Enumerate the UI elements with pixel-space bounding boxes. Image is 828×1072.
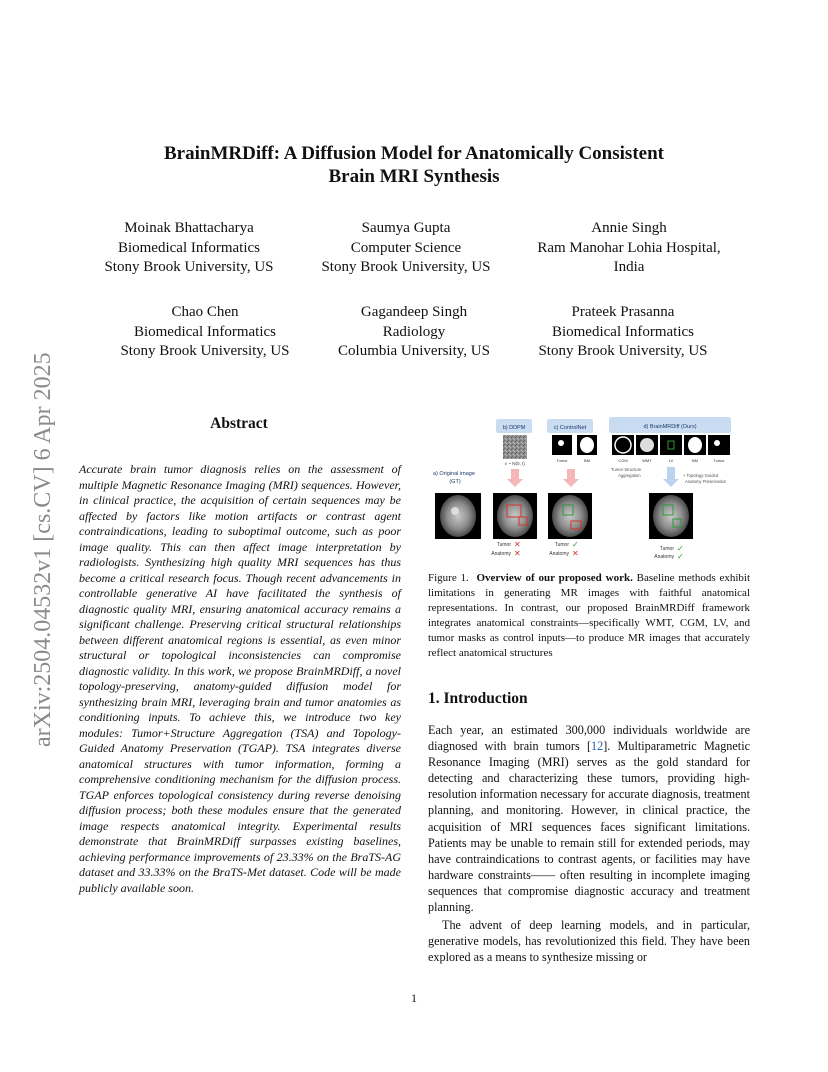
author-block xyxy=(294,303,534,362)
tumor-label: Tumor xyxy=(713,458,725,463)
controlnet-brain-scan xyxy=(552,495,588,537)
author-department: Biomedical Informatics xyxy=(133,323,277,340)
controlnet-brain-blob xyxy=(580,437,594,453)
brainmrdiff-tumor-result-label: Tumor xyxy=(659,546,674,552)
author-department: Biomedical Informatics xyxy=(551,323,695,340)
brainmrdiff-tumor-check-icon: ✓ xyxy=(677,544,684,553)
tgap-label-line-2: Anatomy Preservation xyxy=(685,479,727,484)
controlnet-anatomy-cross-icon: ✕ xyxy=(572,549,579,558)
ddpm-anatomy-cross-icon: ✕ xyxy=(514,549,521,558)
original-tumor-region xyxy=(451,507,459,515)
section-heading-introduction: 1. Introduction xyxy=(428,690,528,707)
author-name: Moinak Bhattacharya xyxy=(124,220,254,236)
author-block xyxy=(69,219,309,278)
author-name: Chao Chen xyxy=(171,304,239,320)
bm-label: BM xyxy=(692,458,698,463)
abstract-heading: Abstract xyxy=(210,415,268,432)
ddpm-tumor-cross-icon: ✕ xyxy=(514,540,521,549)
author-institution: Columbia University, US xyxy=(338,343,490,359)
intro-paragraph-1-text: ]. Multiparametric Magnetic Resonance Imaging (MRI) serves as the gold standard for detecting and characterizing these tumors, providing high-resolution information necessary for accurate diagnosis, treatment planning, and monitoring. However, in clinical practice, the acquisition of MRI sequences faces significant limitations. Patients may be unable to remain still for extended periods, may have contraindications to contrast agents, or facilities may have hardware constraints—— often resulting in incomplete imaging sequences that compromise diagnostic accuracy and treatment planning. xyxy=(428,739,750,915)
brainmrdiff-anatomy-check-icon: ✓ xyxy=(677,552,684,561)
brainmrdiff-label: d) BrainMRDiff (Ours) xyxy=(643,424,697,430)
paper-title xyxy=(100,142,728,188)
caption-text: Baseline methods exhibit limitations in generating MR images with faithful anatomical representations. In contrast, our proposed BrainMRDiff framework integrates anatomical constraints—specifically WMT, CGM, LV, and tumor masks as control inputs—to produce MR images that accurately reflect anatomical structures xyxy=(428,572,751,659)
controlnet-label: c) ControlNet xyxy=(553,425,587,431)
controlnet-anatomy-result-label: Anatomy xyxy=(549,551,569,557)
paper-title-line-1: BrainMRDiff: A Diffusion Model for Anatomically Consistent xyxy=(164,143,664,164)
brainmrdiff-anatomy-result-label: Anatomy xyxy=(654,554,674,560)
author-institution: India xyxy=(613,259,645,275)
abstract-body: Accurate brain tumor diagnosis relies on the assessment of multiple Magnetic Resonance Imaging (MRI) sequences. However, in clinical practice, the acquisition of certain sequences may be affected by factors like motion artifacts or contrast agent contraindications, leading to suboptimal outcome, such as poor image quality. This can then affect image interpretation by radiologists. Synthesizing high quality MRI sequences has thus become a critical research focus. Though recent advancements in controllable generative AI have facilitated the synthesis of diagnostic quality MRI, ensuring anatomical accuracy remains a significant challenge. Preserving critical structural relationships between different anatomical regions is essential, as even minor structural or topological inconsistencies can compromise diagnostic validity. In this work, we propose BrainMRDiff, a novel topology-preserving, anatomy-guided diffusion model for synthesizing brain MRI, leveraging brain and tumor anatomies as conditioning inputs. To achieve this, we introduce two key modules: Tumor+Structure Aggregation (TSA) and Topology-Guided Anatomy Preservation (TGAP). TSA integrates diverse anatomical structures with tumor information, forming a comprehensive conditioning mechanism for the diffusion process. TGAP enforces topological consistency during reverse denoising diffusion process; both these modules ensure that the generated image respects anatomical integrity. Experimental results demonstrate that BrainMRDiff surpasses existing baselines, achieving performance improvements of 23.33% on the BraTS-AG dataset and 33.33% on the BraTS-Met dataset. Code will be made publicly available soon. xyxy=(79,462,401,895)
bm-mask-shape xyxy=(688,437,702,453)
controlnet-tumor-label: Tumor xyxy=(556,458,568,463)
author-institution: Stony Brook University, US xyxy=(120,343,290,359)
author-institution: Stony Brook University, US xyxy=(321,259,491,275)
original-image-label: a) Original image xyxy=(433,471,475,477)
lv-label: LV xyxy=(668,458,674,463)
noise-distribution-label: ε ~ N(0, I) xyxy=(505,461,525,466)
author-block xyxy=(85,303,325,362)
cgm-label: CGM xyxy=(618,458,628,463)
controlnet-arrow xyxy=(563,469,579,487)
controlnet-bm-label: BM xyxy=(584,458,590,463)
ddpm-anatomy-result-label: Anatomy xyxy=(491,551,511,557)
author-name: Annie Singh xyxy=(591,220,667,236)
author-name: Gagandeep Singh xyxy=(360,304,468,320)
wmt-mask-shape xyxy=(640,438,654,452)
tsa-label-line-1: Tumor-Structure xyxy=(611,467,642,472)
author-name: Saumya Gupta xyxy=(361,220,451,236)
author-institution: Stony Brook University, US xyxy=(104,259,274,275)
intro-paragraph-1-text: Each year, an estimated 300,000 individuals worldwide are diagnosed with brain tumors [ xyxy=(428,723,750,754)
arxiv-identifier-stamp xyxy=(20,292,58,752)
noise-input-image xyxy=(503,435,527,459)
figure-1-caption xyxy=(428,571,750,661)
intro-paragraph-2: The advent of deep learning models, and in particular, generative models, has revolutionized this field. They have been explored as a means to synthesize missing or xyxy=(428,918,750,965)
arxiv-identifier-text: arXiv:2504.04532v1 [cs.CV] 6 Apr 2025 xyxy=(30,352,56,747)
intro-paragraph-1 xyxy=(428,722,750,915)
caption-label: Figure 1. xyxy=(428,572,469,584)
ddpm-tumor-result-label: Tumor xyxy=(496,542,511,548)
tgap-label-line-1: + Topology-Guided xyxy=(683,473,719,478)
author-name: Prateek Prasanna xyxy=(571,304,675,320)
controlnet-tumor-check-icon: ✓ xyxy=(572,540,579,549)
original-image-sublabel: (GT) xyxy=(449,479,461,485)
lv-mask xyxy=(660,435,682,455)
author-block xyxy=(286,219,526,278)
ddpm-brain-scan xyxy=(497,495,533,537)
page-number: 1 xyxy=(411,991,417,1005)
ddpm-label: b) DDPM xyxy=(502,425,526,431)
figure-1-overview xyxy=(427,413,745,565)
author-block xyxy=(509,219,749,278)
caption-bold-title: Overview of our proposed work. xyxy=(476,572,633,584)
original-brain-scan xyxy=(440,495,476,537)
ddpm-arrow xyxy=(507,469,523,487)
author-institution: Stony Brook University, US xyxy=(538,343,708,359)
author-department: Computer Science xyxy=(350,239,462,256)
author-department: Radiology xyxy=(382,323,446,340)
tsa-label-line-2: Aggregation xyxy=(618,473,641,478)
paper-title-line-2: Brain MRI Synthesis xyxy=(328,166,500,187)
brainmrdiff-arrow xyxy=(663,467,679,487)
citation-link[interactable]: 12 xyxy=(591,739,604,754)
author-block xyxy=(503,303,743,362)
tumor-mask-shape xyxy=(714,440,720,446)
author-department: Biomedical Informatics xyxy=(117,239,261,256)
controlnet-tumor-blob xyxy=(558,440,564,446)
controlnet-tumor-result-label: Tumor xyxy=(554,542,569,548)
wmt-label: WMT xyxy=(642,458,652,463)
brainmrdiff-brain-scan xyxy=(653,495,689,537)
author-department: Ram Manohar Lohia Hospital, xyxy=(537,239,721,256)
